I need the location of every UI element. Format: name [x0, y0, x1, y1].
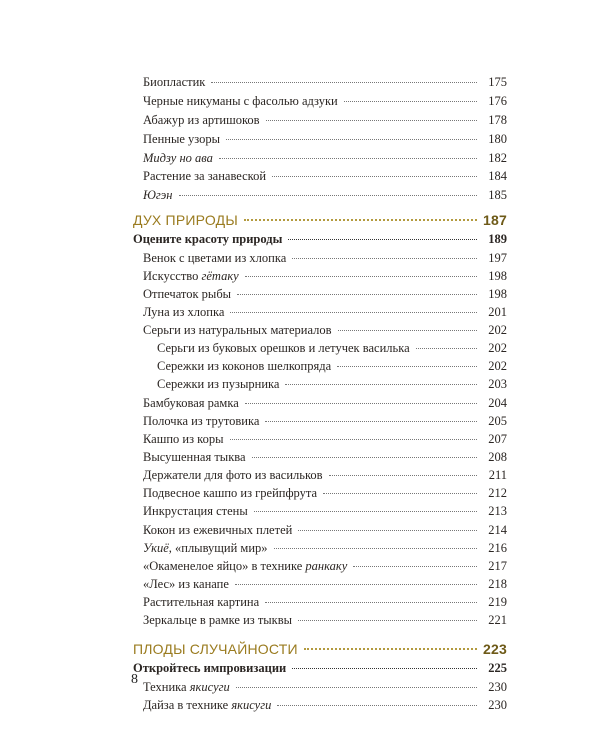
- toc-entry: [143, 304, 507, 320]
- dot-leader: [272, 176, 477, 177]
- toc-entry-title: [143, 112, 264, 128]
- toc-entry-title: [143, 485, 321, 501]
- toc-page-number: 202: [488, 359, 507, 373]
- toc-entry-title: [143, 522, 296, 538]
- toc-entry: [143, 540, 507, 556]
- toc-page-number: 202: [488, 323, 507, 337]
- dot-leader: [265, 602, 477, 603]
- toc-entry-title-part: Бамбуковая рамка: [143, 396, 239, 410]
- toc-entry-title: [143, 449, 250, 465]
- toc-entry-title: [143, 558, 351, 574]
- toc-entry-title-part: Кокон из ежевичных плетей: [143, 523, 293, 537]
- toc-entry-title: [143, 286, 235, 302]
- toc-entry-title-part: Черные никуманы с фасолью адзуки: [143, 94, 338, 108]
- toc-entry-title-part: Оцените красоту природы: [133, 232, 283, 246]
- dot-leader: [329, 475, 477, 476]
- toc-entry-title: [143, 187, 177, 203]
- toc-entry: [143, 449, 507, 465]
- toc-entry: [157, 340, 507, 356]
- toc-entry: [143, 131, 507, 147]
- toc-entry-title-part: ранкаку: [305, 559, 348, 573]
- toc-entry-title: [157, 358, 335, 374]
- toc-entry: [143, 503, 507, 519]
- toc-entry-title-part: Серьги из натуральных материалов: [143, 323, 332, 337]
- toc-entry: [143, 150, 507, 166]
- toc-entry-title: [143, 131, 224, 147]
- toc-page-number: 221: [488, 613, 507, 627]
- toc-entry-title: [143, 697, 275, 713]
- toc-entry-title-part: Высушенная тыква: [143, 450, 246, 464]
- toc-entry-title-part: Абажур из артишоков: [143, 113, 260, 127]
- toc-entry-title: [143, 503, 252, 519]
- toc-entry-title: [143, 74, 209, 90]
- toc-page-number: 204: [488, 396, 507, 410]
- toc-page-number: 176: [488, 94, 507, 108]
- toc-entry: [143, 467, 507, 483]
- toc-entry: [157, 376, 507, 392]
- dot-leader: [254, 511, 477, 512]
- toc-page-number: 178: [488, 113, 507, 127]
- toc-entry-title-part: Луна из хлопка: [143, 305, 225, 319]
- toc-entry-title-part: «Окаменелое яйцо» в технике: [143, 559, 306, 573]
- toc-entry-title-part: ПЛОДЫ СЛУЧАЙНОСТИ: [133, 641, 298, 657]
- toc-page-number: 185: [488, 188, 507, 202]
- toc-page-number: 187: [483, 212, 507, 228]
- toc-entry-title: [143, 679, 234, 695]
- toc-entry-title-part: гётаку: [201, 269, 239, 283]
- toc-entry-title-part: Югэн: [143, 188, 173, 202]
- dot-leader: [179, 195, 478, 196]
- toc-page-number: 230: [488, 680, 507, 694]
- dot-leader: [226, 139, 477, 140]
- toc-entry: [143, 187, 507, 203]
- toc-entry: [143, 576, 507, 592]
- toc-page-number: 225: [488, 661, 507, 675]
- dot-leader: [237, 294, 477, 295]
- toc-page-number: 203: [488, 377, 507, 391]
- toc-entry: [143, 93, 507, 109]
- toc-page-number: 208: [488, 450, 507, 464]
- toc-entry: [143, 112, 507, 128]
- toc-page-number: 211: [488, 468, 507, 482]
- toc-entry-title: [143, 467, 327, 483]
- toc-entry-title-part: Техника: [143, 680, 190, 694]
- toc-page-number: 219: [488, 595, 507, 609]
- toc-entry-title-part: Растительная картина: [143, 595, 260, 609]
- toc-entry-title: [143, 250, 290, 266]
- toc-entry-title: [143, 540, 272, 556]
- toc-entry-title: [143, 304, 228, 320]
- toc-entry-title: [133, 212, 242, 228]
- toc-entry-title-part: Биопластик: [143, 75, 206, 89]
- toc-page-number: 175: [488, 75, 507, 89]
- toc-page-number: 198: [488, 269, 507, 283]
- toc-entry-title: [157, 340, 414, 356]
- toc-entry-title-part: Мидзу но ава: [143, 151, 213, 165]
- toc-entry-title-part: Венок с цветами из хлопка: [143, 251, 287, 265]
- dot-leader: [277, 705, 477, 706]
- toc-entry-title: [143, 612, 296, 628]
- toc-entry-title-part: Дайза в технике: [143, 698, 232, 712]
- dot-leader: [344, 101, 477, 102]
- toc-page-number: 218: [488, 577, 507, 591]
- toc-page-number: 184: [488, 169, 507, 183]
- toc-entry-title-part: , «плывущий мир»: [168, 541, 268, 555]
- toc-entry: [157, 358, 507, 374]
- toc-entry: [143, 413, 507, 429]
- toc-entry: [143, 268, 507, 284]
- toc-entry: [143, 594, 507, 610]
- toc-entry-title: [143, 594, 263, 610]
- dot-leader: [288, 239, 477, 240]
- toc-page-number: 197: [488, 251, 507, 265]
- dot-leader: [245, 276, 477, 277]
- dot-leader: [235, 584, 477, 585]
- toc-entry-title: [133, 660, 290, 676]
- toc-entry-title-part: Сережки из коконов шелкопряда: [157, 359, 332, 373]
- dot-leader: [337, 366, 477, 367]
- dot-leader: [236, 687, 477, 688]
- dot-leader: [230, 439, 478, 440]
- toc-section-heading: [133, 641, 507, 657]
- toc-page-number: 182: [488, 151, 507, 165]
- toc-entry: [143, 168, 507, 184]
- dot-leader: [265, 421, 477, 422]
- dot-leader: [338, 330, 477, 331]
- dot-leader: [219, 158, 477, 159]
- toc-entry-title-part: Держатели для фото из васильков: [143, 468, 323, 482]
- toc-entry-title-part: Отпечаток рыбы: [143, 287, 232, 301]
- toc-entry-title-part: Зеркальце в рамке из тыквы: [143, 613, 293, 627]
- toc-entry-title: [143, 268, 243, 284]
- toc-entry: [143, 431, 507, 447]
- toc-entry-title: [143, 168, 270, 184]
- toc-entry-title-part: Подвесное кашпо из грейпфрута: [143, 486, 318, 500]
- toc-page-number: 216: [488, 541, 507, 555]
- toc-entry-title-part: ДУХ ПРИРОДЫ: [133, 212, 238, 228]
- toc-entry-title-part: Пенные узоры: [143, 132, 221, 146]
- toc-page-number: 201: [488, 305, 507, 319]
- toc-section-heading: [133, 212, 507, 228]
- toc-entry: [143, 679, 507, 695]
- toc-page-number: 202: [488, 341, 507, 355]
- toc-page-number: 180: [488, 132, 507, 146]
- toc-page-number: 223: [483, 641, 507, 657]
- toc-entry-title: [143, 93, 342, 109]
- toc-entry-title-part: Откройтесь импровизации: [133, 661, 287, 675]
- toc-page-number: 213: [488, 504, 507, 518]
- dot-leader: [298, 530, 477, 531]
- toc-page-number: 217: [488, 559, 507, 573]
- toc-entry-title-part: якисуги: [231, 698, 272, 712]
- dot-leader: [230, 312, 477, 313]
- dot-leader: [416, 348, 477, 349]
- toc-entry-title: [133, 641, 302, 657]
- dot-leader: [211, 82, 477, 83]
- toc-entry: [143, 558, 507, 574]
- dot-leader: [245, 403, 477, 404]
- toc-entry: [143, 322, 507, 338]
- toc-entry-title-part: якисуги: [189, 680, 230, 694]
- toc-entry: [143, 395, 507, 411]
- toc-entry: [143, 612, 507, 628]
- page-number: 8: [131, 672, 138, 687]
- dot-leader: [252, 457, 477, 458]
- toc-entry-title-part: Кашпо из коры: [143, 432, 224, 446]
- toc-entry-title-part: Серьги из буковых орешков и летучек василька: [157, 341, 410, 355]
- toc-entry-title: [143, 150, 217, 166]
- toc-entry-title-part: Укиё: [143, 541, 169, 555]
- toc-entry-title-part: Полочка из трутовика: [143, 414, 260, 428]
- dot-leader: [285, 384, 477, 385]
- toc-entry: [143, 522, 507, 538]
- toc-entry-title: [143, 576, 233, 592]
- toc-entry: [143, 485, 507, 501]
- dot-leader: [323, 493, 477, 494]
- toc-entry-title: [143, 322, 336, 338]
- dot-leader: [292, 258, 477, 259]
- toc-entry: [143, 74, 507, 90]
- dot-leader: [353, 566, 477, 567]
- toc-page-number: 198: [488, 287, 507, 301]
- toc-page-number: 205: [488, 414, 507, 428]
- toc-chapter-entry: [133, 660, 507, 676]
- toc-entry-title: [143, 431, 228, 447]
- toc-entry-title: [133, 231, 286, 247]
- toc-entry: [143, 697, 507, 713]
- toc-page-number: 207: [488, 432, 507, 446]
- dot-leader: [298, 620, 477, 621]
- dot-leader: [244, 219, 477, 221]
- toc-page-number: 214: [488, 523, 507, 537]
- dot-leader: [292, 668, 477, 669]
- toc-entry-title: [143, 413, 263, 429]
- toc-entry-title-part: Сережки из пузырника: [157, 377, 280, 391]
- dot-leader: [274, 548, 477, 549]
- toc-entry: [143, 250, 507, 266]
- toc-entry-title-part: «Лес» из канапе: [143, 577, 229, 591]
- toc-entry-title-part: Искусство: [143, 269, 202, 283]
- toc-entry-title: [143, 395, 243, 411]
- toc-page-number: 230: [488, 698, 507, 712]
- toc-entry: [143, 286, 507, 302]
- toc-entry-title-part: Растение за занавеской: [143, 169, 267, 183]
- toc-entry-title: [157, 376, 283, 392]
- toc-page-number: 212: [488, 486, 507, 500]
- dot-leader: [266, 120, 477, 121]
- toc-chapter-entry: [133, 231, 507, 247]
- toc-page-number: 189: [488, 232, 507, 246]
- dot-leader: [304, 648, 477, 650]
- toc-entry-title-part: Инкрустация стены: [143, 504, 248, 518]
